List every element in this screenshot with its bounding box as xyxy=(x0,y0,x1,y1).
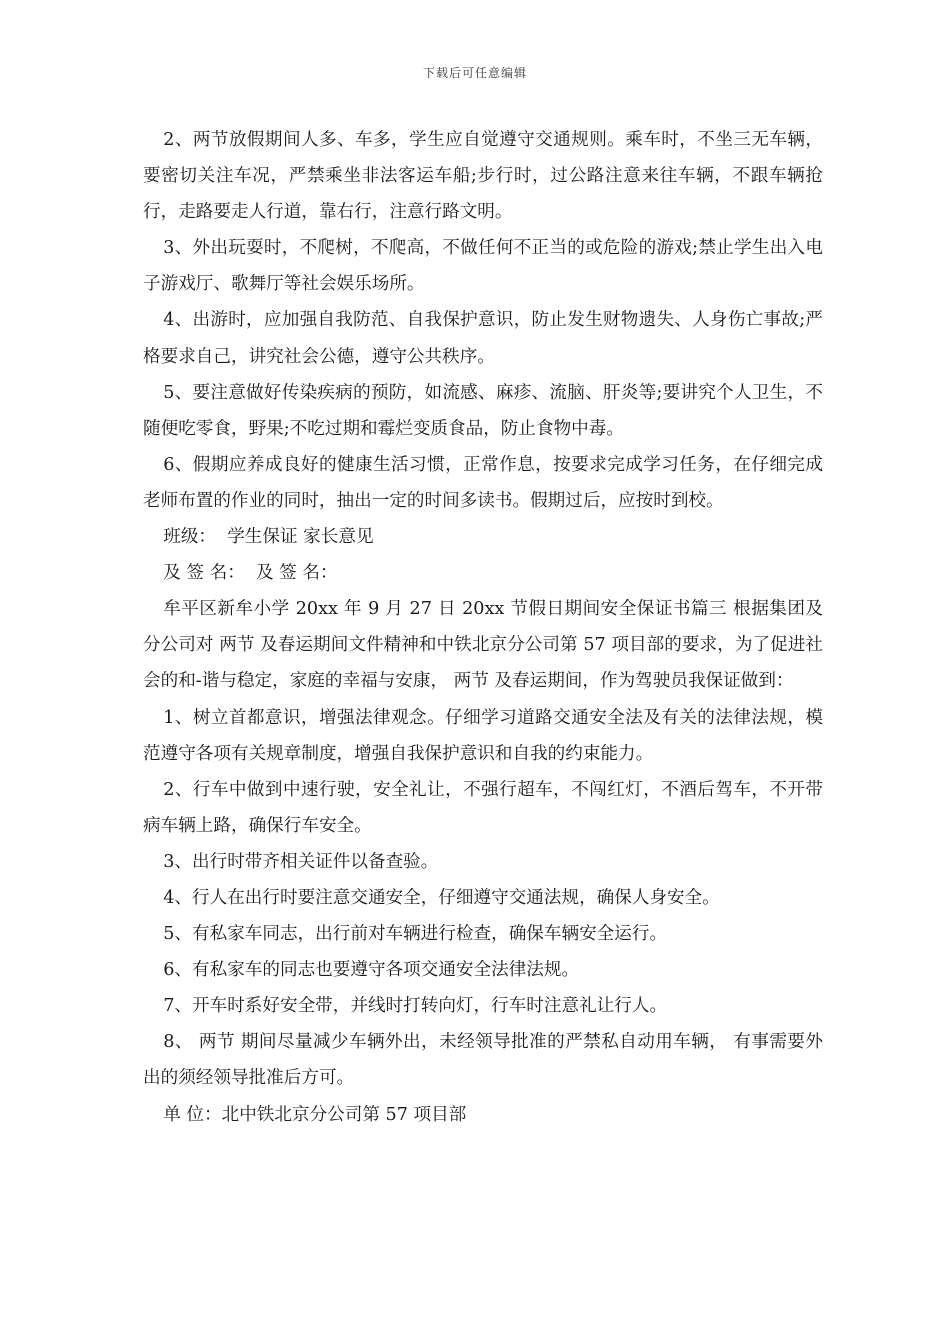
guarantee-item-3: 3、出行时带齐相关证件以备查验。 xyxy=(163,851,439,872)
paragraph-6: 6、假期应养成良好的健康生活习惯，正常作息，按要求完成学习任务，在仔细完成老师布置的作业的同时，抽出一定的时间多读书。假期过后，应按时到校。 xyxy=(143,454,823,511)
page-header: 下载后可任意编辑 xyxy=(422,66,527,80)
signature-line-sign: 及 签 名： 及 签 名： xyxy=(163,563,338,584)
guarantee-item-1: 1、树立首都意识，增强法律观念。仔细学习道路交通安全法及有关的法律法规，模范遵守各项有关规章制度，增强自我保护意识和自我的约束能力。 xyxy=(143,707,823,764)
guarantee-item-6: 6、有私家车的同志也要遵守各项交通安全法律法规。 xyxy=(163,960,580,981)
paragraph-3: 3、外出玩耍时，不爬树，不爬高，不做任何不正当的或危险的游戏;禁止学生出入电子游戏厅、歌舞厅等社会娱乐场所。 xyxy=(143,238,823,295)
paragraph-5: 5、要注意做好传染疾病的预防，如流感、麻疹、流脑、肝炎等;要讲究个人卫生，不随便吃零食，野果;不吃过期和霉烂变质食品，防止食物中毒。 xyxy=(143,382,823,439)
paragraph-4: 4、出游时，应加强自我防范、自我保护意识，防止发生财物遗失、人身伤亡事故;严格要求自己，讲究社会公德，遵守公共秩序。 xyxy=(143,310,823,367)
unit-line: 单 位：北中铁北京分公司第 57 项目部 xyxy=(163,1104,467,1125)
paragraph-2: 2、两节放假期间人多、车多，学生应自觉遵守交通规则。乘车时，不坐三无车辆，要密切关注车况，严禁乘坐非法客运车船;步行时，过公路注意来往车辆，不跟车辆抢行，走路要走人行道，靠右行，注意行路文明。 xyxy=(143,130,823,223)
guarantee-intro-paragraph: 牟平区新牟小学 20xx 年 9 月 27 日 20xx 节假日期间安全保证书篇三 根据集团及分公司对 两节 及春运期间文件精神和中铁北京分公司第 57 项目部的要求，为了促进社会的和-谐与稳定，家庭的幸福与安康， 两节 及春运期间，作为驾驶员我保证做到： xyxy=(143,599,823,692)
guarantee-item-7: 7、开车时系好安全带，并线时打转向灯，行车时注意礼让行人。 xyxy=(163,996,668,1017)
guarantee-item-5: 5、有私家车同志，出行前对车辆进行检查，确保车辆安全运行。 xyxy=(163,924,668,945)
guarantee-item-4: 4、行人在出行时要注意交通安全，仔细遵守交通法规，确保人身安全。 xyxy=(163,887,720,908)
guarantee-item-2: 2、行车中做到中速行驶，安全礼让，不强行超车，不闯红灯，不酒后驾车，不开带病车辆上路，确保行车安全。 xyxy=(143,779,823,836)
guarantee-item-8: 8、 两节 期间尽量减少车辆外出，未经领导批准的严禁私自动用车辆， 有事需要外出的须经领导批准后方可。 xyxy=(143,1032,823,1089)
document-body xyxy=(143,122,823,1133)
signature-line-class: 班级： 学生保证 家长意见 xyxy=(163,527,374,548)
